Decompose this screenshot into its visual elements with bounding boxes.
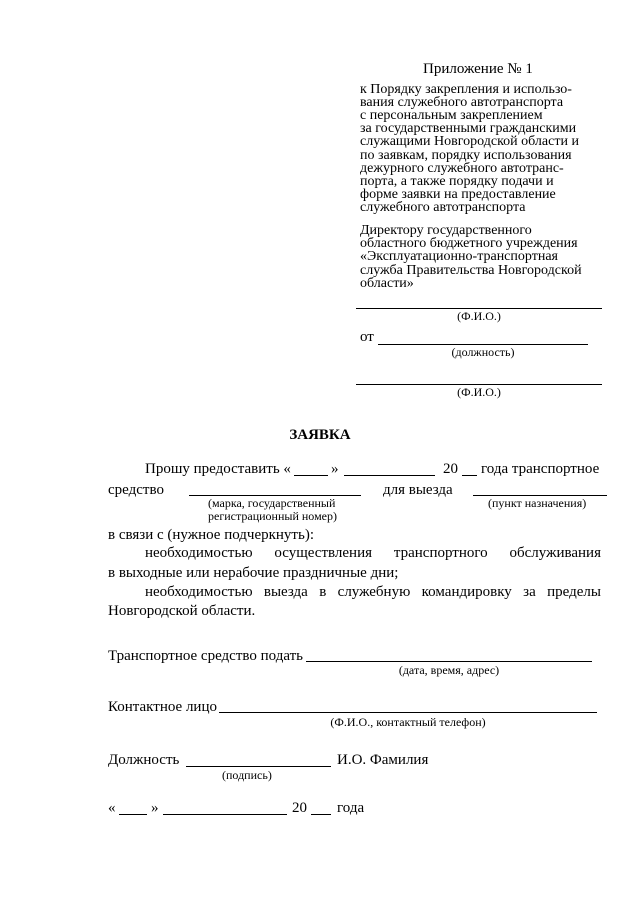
date-day-blank[interactable]	[119, 814, 147, 815]
reason-2-word: выезда	[263, 584, 308, 600]
vehicle-caption-1: (марка, государственный	[208, 496, 336, 510]
appendix-line: вания служебного автотранспорта	[360, 95, 564, 111]
date-year-suffix: года	[337, 800, 365, 816]
addressee-line: служба Правительства Новгородской	[360, 262, 582, 278]
request-year-suffix: года транспортное	[481, 461, 600, 477]
appendix-line: служащими Новгородской области и	[360, 134, 579, 150]
reason-2-word: командировку	[421, 584, 512, 600]
reason-2-line-2[interactable]: Новгородской области.	[108, 603, 256, 619]
appendix-title: Приложение № 1	[423, 61, 533, 77]
reason-2-word: за	[523, 584, 536, 600]
fio-caption-1: (Ф.И.О.)	[457, 309, 501, 323]
appendix-line: порта, а также порядку подачи и	[360, 173, 554, 189]
year-blank[interactable]	[462, 475, 477, 476]
addressee-line: области»	[360, 275, 414, 291]
reason-2-word: пределы	[547, 584, 601, 600]
appendix-line: за государственными гражданскими	[360, 121, 577, 137]
reason-2-word: служебную	[337, 584, 411, 600]
appendix-line: к Порядку закрепления и использо-	[360, 82, 572, 97]
contact-blank[interactable]	[219, 712, 597, 713]
request-year-prefix: 20	[443, 461, 458, 477]
reason-1-word: транспортного	[393, 545, 488, 561]
appendix-line: с персональным закреплением	[360, 108, 543, 124]
delivery-label: Транспортное средство подать	[108, 648, 304, 664]
appendix-line: по заявкам, порядку использования	[360, 147, 572, 163]
departure-label: для выезда	[383, 482, 453, 498]
month-blank[interactable]	[344, 475, 435, 476]
appendix-line: дежурного служебного автотранс-	[360, 160, 564, 176]
position-label: Должность	[108, 752, 180, 768]
vehicle-caption-2: регистрационный номер)	[208, 509, 337, 523]
delivery-caption: (дата, время, адрес)	[398, 663, 500, 677]
request-start: Прошу предоставить «	[145, 461, 291, 477]
appendix-line: форме заявки на предоставление	[360, 186, 556, 202]
reason-2-word: необходимостью	[145, 584, 253, 600]
from-label: от	[360, 329, 374, 345]
reason-1-line-1[interactable]	[145, 546, 601, 561]
reason-1-word: обслуживания	[509, 545, 601, 561]
date-open-quote: «	[108, 800, 116, 816]
date-year-prefix: 20	[292, 800, 307, 816]
contact-caption: (Ф.И.О., контактный телефон)	[330, 715, 486, 729]
addressee-line: Директору государственного	[360, 223, 532, 238]
contact-label: Контактное лицо	[108, 699, 217, 715]
addressee-line: областного бюджетного учреждения	[360, 236, 578, 252]
reason-2-line-1[interactable]	[145, 585, 601, 600]
reason-1-line-2[interactable]: в выходные или нерабочие праздничные дни;	[108, 565, 399, 581]
reason-1-word: необходимостью	[145, 545, 253, 561]
signatory-name: И.О. Фамилия	[337, 752, 429, 768]
reason-intro: в связи с (нужное подчеркнуть):	[108, 527, 314, 543]
request-quote-close: »	[331, 461, 339, 477]
delivery-blank[interactable]	[306, 661, 592, 662]
destination-caption: (пункт назначения)	[488, 496, 587, 510]
date-year-blank[interactable]	[311, 814, 331, 815]
vehicle-word: средство	[108, 482, 164, 498]
day-blank[interactable]	[294, 475, 328, 476]
addressee-line: «Эксплуатационно-транспортная	[360, 249, 558, 265]
position-caption: (должность)	[451, 345, 515, 359]
document-title: ЗАЯВКА	[289, 427, 351, 443]
fio-caption-2: (Ф.И.О.)	[457, 385, 501, 399]
date-month-blank[interactable]	[163, 814, 287, 815]
appendix-line: служебного автотранспорта	[360, 199, 526, 215]
reason-1-word: осуществления	[274, 545, 373, 561]
date-close-quote: »	[151, 800, 159, 816]
reason-2-word: в	[319, 584, 327, 600]
signature-caption: (подпись)	[222, 768, 272, 782]
signature-blank[interactable]	[186, 766, 331, 767]
